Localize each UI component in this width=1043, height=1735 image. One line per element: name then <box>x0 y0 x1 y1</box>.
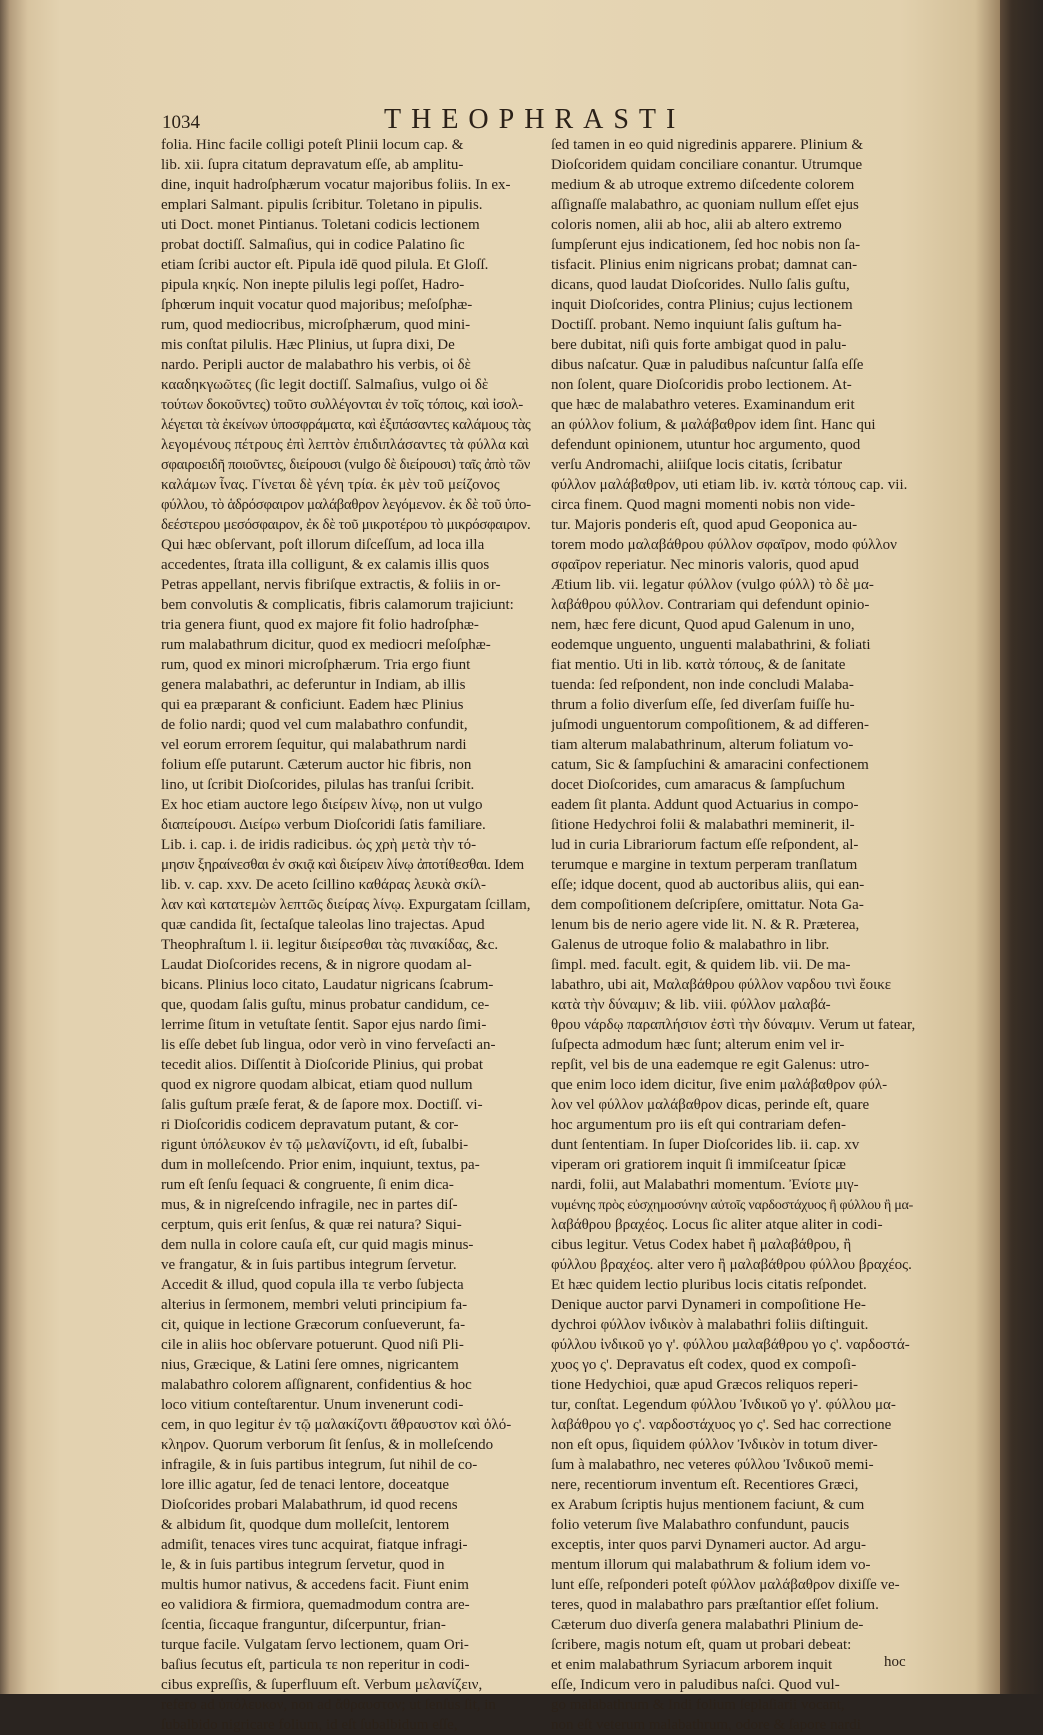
text-line: Cæterum duo diverſa genera malabathri Plinium de- <box>551 1617 864 1633</box>
text-line: σφαιροειδῆ ποιοῦντες, διείρουσι (vulgo δὲ διείρουσι) ταῖς ἀπὸ τῶν <box>161 457 531 473</box>
text-line: ſimpl. med. facult. egit, & quidem lib. vii. De ma- <box>551 957 851 973</box>
text-line: probat doctiſſ. Salmaſius, qui in codice Palatino ſic <box>161 237 465 253</box>
text-line: nardi, folii, aut Malabathri momentum. Ἐνίοτε μιγ- <box>551 1177 859 1193</box>
text-line: bicans. Plinius loco citato, Laudatur nigricans ſcabrum- <box>161 977 494 993</box>
text-line: Theophraſtum l. ii. legitur διείρεσθαι τὰς πινακίδας, &c. <box>161 937 499 953</box>
text-line: lenum bis de nerio agere vide lit. N. & R. Præterea, <box>551 917 860 933</box>
text-line: terumque e margine in textum perperam tranſlatum <box>551 857 858 873</box>
text-line: cibus expreſſis, & ſuperfluum eſt. Verbum μελανίζειν, <box>161 1677 483 1693</box>
text-line: λαβάθρου φύλλον. Contrariam qui defendunt opinio- <box>551 597 870 613</box>
text-line: ex Arabum ſcriptis hujus mentionem faciunt, & cum <box>551 1497 865 1513</box>
catchword: hoc <box>884 1654 906 1670</box>
text-line: dem compoſitionem deſcripſere, omittatur. Nota Ga- <box>551 897 864 913</box>
text-line: tisfacit. Plinius enim nigricans probat; damnat can- <box>551 257 858 273</box>
page-number: 1034 <box>162 112 200 133</box>
text-line: φύλλου βραχέος. alter vero ἢ μαλαβάθρου φύλλου βραχέος. <box>551 1257 912 1273</box>
text-line: λαβάθρου γο ς'. ναρδοστάχυος γο ς'. Sed hac correctione <box>551 1417 892 1433</box>
text-line: catum, Sic & ſampſuchini & amaracini confectionem <box>551 757 869 773</box>
text-line: circa finem. Quod magni momenti nobis non vide- <box>551 497 856 513</box>
text-line: Doctiſſ. probant. Nemo inquiunt ſalis guſtum ha- <box>551 317 842 333</box>
text-line: accedentes, ſtrata illa colligunt, & ex calamis illis quos <box>161 557 490 573</box>
left-text-column <box>161 135 531 1735</box>
text-line: dem nulla in colore cauſa eſt, cur quid magis minus- <box>161 1237 474 1253</box>
text-line: genera malabathri, ac deferuntur in Indiam, ab illis <box>161 677 466 693</box>
text-line: dine, inquit hadroſphærum vocatur majoribus foliis. In ex- <box>161 177 511 193</box>
text-line: φύλλου, τὸ ἁδρόσφαιρον μαλάβαθρον λεγόμενον. ἐκ δὲ τοῦ ὑπο- <box>161 497 531 513</box>
text-line: δεέστερου μεσόσφαιρον, ἐκ δὲ τοῦ μικροτέρου τὸ μικρόσφαιρον. <box>161 517 531 533</box>
text-line: cibus legitur. Vetus Codex habet ἢ μαλαβάθρου, ἢ <box>551 1237 852 1253</box>
text-line: admiſit, tenaces vires tunc acquirat, fiatque infragi- <box>161 1537 468 1553</box>
text-line: cit, quique in lectione Græcorum conſueverunt, fa- <box>161 1317 466 1333</box>
text-line: ſphœrum inquit vocatur quod majoribus; meſoſphæ- <box>161 297 473 313</box>
page-edge-shadow <box>1000 0 1043 1694</box>
text-line: rum, quod mediocribus, microſphærum, quod mini- <box>161 317 471 333</box>
text-line: mis conſtat pilulis. Hæc Plinius, ut ſupra dixi, De <box>161 337 455 353</box>
text-line: Dioſcoridem quidam conciliare conantur. Utrumque <box>551 157 863 173</box>
running-head: THEOPHRASTI <box>384 104 686 135</box>
text-line: quæ candida ſit, ſectaſque taleolas lino trajectas. Apud <box>161 917 485 933</box>
text-line: λαβάθρου βραχέος. Locus ſic aliter atque aliter in codi- <box>551 1217 883 1233</box>
text-line: Lib. i. cap. i. de iridis radicibus. ὡς χρὴ μετὰ τὴν τό- <box>161 837 477 853</box>
text-line: φύλλον μαλάβαθρον, uti etiam lib. iv. κατὰ τόπους cap. vii. <box>551 477 908 493</box>
text-line: tria genera fiunt, quod ex majore fit folio hadroſphæ- <box>161 617 479 633</box>
text-line: inquit Dioſcorides, contra Plinius; cujus lectionem <box>551 297 853 313</box>
text-line: κατὰ τὴν δύναμιν; & lib. viii. φύλλον μαλαβά- <box>551 997 831 1013</box>
text-line: tecedit alios. Diſſentit à Dioſcoride Plinius, qui probat <box>161 1057 484 1073</box>
page-header <box>0 104 1000 135</box>
text-line: que, quodam ſalis guſtu, minus probatur candidum, ce- <box>161 997 490 1013</box>
text-line: Qui hæc obſervant, poſt illorum diſceſſum, ad loca illa <box>161 537 485 553</box>
text-line: λαν καὶ κατατεμὼν λεπτῶς διείρας λίνῳ. Expurgatam ſcillam, <box>161 897 531 913</box>
text-line: ſitione Hedychroi folii & malabathri meminerit, il- <box>551 817 855 833</box>
text-line: dychroi φύλλον ἰνδικὸν à malabathri foliis diſtinguit. <box>551 1317 869 1333</box>
text-line: Et hæc quidem lectio pluribus locis citatis reſpondet. <box>551 1277 867 1293</box>
text-line: eodemque unguento, unguenti malabathrini, & foliati <box>551 637 871 653</box>
text-line: καλάμων ἶνας. Γίνεται δὲ γένη τρία. ἐκ μὲν τοῦ μείζονος <box>161 477 500 493</box>
text-line: eſſe; idque docent, quod ab auctoribus aliis, qui ean- <box>551 877 865 893</box>
text-line: eo validiora & firmiora, quemadmodum contra are- <box>161 1597 470 1613</box>
text-line: & albidum ſit, quodque dum molleſcit, lentorem <box>161 1517 450 1533</box>
text-line: ſum à malabathro, nec veteres φύλλου Ἰνδικοῦ memi- <box>551 1457 874 1473</box>
text-line: Dioſcorides probari Malabathrum, id quod recens <box>161 1497 458 1513</box>
text-line: rum, quod ex minori microſphærum. Tria ergo fiunt <box>161 657 471 673</box>
text-line: lerrime ſitum in vetuſtate ſentit. Sapor ejus nardo ſimi- <box>161 1017 487 1033</box>
text-line: νυμένης πρὸς εὐσχημοσύνην αὐτοῖς ναρδοστάχυος ἢ φύλλου ἢ μα- <box>551 1197 913 1213</box>
text-line: folia. Hinc facile colligi poteſt Plinii locum cap. & <box>161 137 464 153</box>
text-line: λον vel φύλλον μαλάβαθρον dicas, perinde eſt, quare <box>551 1097 870 1113</box>
text-line: non eſt veterum malabathrum, odore & ſapore nardi <box>551 1717 861 1733</box>
text-line: hoc argumentum pro iis eſt qui contrariam defen- <box>551 1117 847 1133</box>
text-line: mentum illorum qui malabathrum & folium idem vo- <box>551 1557 871 1573</box>
text-line: φύλλου ἰνδικοῦ γο γ'. φύλλου μαλαβάθρου γο ς'. ναρδοστά- <box>551 1337 910 1353</box>
text-line: lunt eſſe, reſponderi poteſt φύλλον μαλάβαθρον dixiſſe ve- <box>551 1577 900 1593</box>
text-line: lore illic agatur, ſed de tenaci lentore, doceatque <box>161 1477 450 1493</box>
text-line: Denique auctor parvi Dynameri in compoſitione He- <box>551 1297 866 1313</box>
text-line: Ex hoc etiam auctore lego διείρειν λίνῳ, non ut vulgo <box>161 797 483 813</box>
text-line: torem modo μαλαβάθρου φύλλον σφαῖρον, modo φύλλον <box>551 537 897 553</box>
text-line: emplari Salmant. pipulis ſcribitur. Toletano in pipulis. <box>161 197 483 213</box>
text-line: que hæc de malabathro veteres. Examinandum erit <box>551 397 855 413</box>
text-line: ſuſpecta admodum hæc ſunt; alterum enim vel ir- <box>551 1037 845 1053</box>
text-line: tione Hedychioi, quæ apud Græcos reliquos reperi- <box>551 1377 859 1393</box>
text-line: pipula κηκίς. Non inepte pilulis legi poſſet, Hadro- <box>161 277 465 293</box>
text-line: tiam alterum malabathrinum, alterum foliatum vo- <box>551 737 854 753</box>
text-line: lino, ut ſcribit Dioſcorides, pilulas has tranſui ſcribit. <box>161 777 475 793</box>
text-line: dibus naſcatur. Quæ in paludibus naſcuntur ſalſa eſſe <box>551 357 864 373</box>
text-line: an φύλλον folium, & μαλάβαθρον idem ſint. Hanc qui <box>551 417 876 433</box>
text-line: aſſignaſſe malabathro, ac quoniam nullum eſſet ejus <box>551 197 859 213</box>
text-line: tur. Majoris ponderis eſt, quod apud Geoponica au- <box>551 517 858 533</box>
text-line: multis humor nativus, & accedens facit. Fiunt enim <box>161 1577 469 1593</box>
text-line: μησιν ξηραίνεσθαι ἐν σκιᾷ καὶ διείρειν λίνῳ ἀποτίθεσθαι. Idem <box>161 857 524 873</box>
text-line: Galenus de utroque folio & malabathro in libr. <box>551 937 830 953</box>
text-line: lib. v. cap. xxv. De aceto ſcillino καθάρας λευκὰ σκίλ- <box>161 877 487 893</box>
text-line: ſalis guſtum præſe ferat, & de ſapore mox. Doctiſſ. vi- <box>161 1097 483 1113</box>
text-line: cerptum, quis erit ſenſus, & quæ rei natura? Siqui- <box>161 1217 462 1233</box>
text-line: Accedit & illud, quod copula illa τε verbo ſubjecta <box>161 1277 464 1293</box>
text-line: ve frangatur, & in ſuis partibus integrum ſervetur. <box>161 1257 457 1273</box>
text-line: lis eſſe debet ſub lingua, odor verò in vino ferveſacti an- <box>161 1037 496 1053</box>
text-line: non eſt opus, ſiquidem φύλλον Ἰνδικὸν in totum diver- <box>551 1437 878 1453</box>
text-line: bere dubitat, niſi quis forte ambigat quod in palu- <box>551 337 847 353</box>
text-line: cem, in quo legitur ἐν τῷ μαλακίζοντι ἄθραυστον καὶ ὁλό- <box>161 1417 512 1433</box>
text-line: rum malabathrum dicitur, quod ex mediocri meſoſphæ- <box>161 637 491 653</box>
text-line: thrum a folio diverſum eſſe, ſed diverſam fuiſſe hu- <box>551 697 855 713</box>
text-line: nardo. Peripli auctor de malabathro his verbis, οἱ δὲ <box>161 357 471 373</box>
text-line: cile in aliis hoc obſervare potuerunt. Quod niſi Pli- <box>161 1337 464 1353</box>
text-line: de folio nardi; quod vel cum malabathro confundit, <box>161 717 468 733</box>
text-line: folio veterum ſive Malabathro confundunt, paucis <box>551 1517 850 1533</box>
text-line: qui ea præparant & conficiunt. Eadem hæc Plinius <box>161 697 464 713</box>
text-line: ſed tamen in eo quid nigredinis apparere. Plinium & <box>551 137 864 153</box>
text-line: docet Dioſcorides, cum amaracus & ſampſuchum <box>551 777 846 793</box>
text-line: exceptis, inter quos parvi Dynameri auctor. Ad argu- <box>551 1537 867 1553</box>
text-line: labathro, ubi ait, Μαλαβάθρου φύλλον ναρδου τινὶ ἔοικε <box>551 977 892 993</box>
text-line: teres, quod in malabathro pars præſtantior eſſet folium. <box>551 1597 879 1613</box>
text-line: nere, recentiorum inventum eſt. Recentiores Græci, <box>551 1477 859 1493</box>
text-line: λέγεται τὰ ἐκείνων ὑποσφράματα, καὶ ἐξιπάσαντες καλάμους τὰς <box>161 417 531 433</box>
text-line: viperam ori gratiorem inquit ſi immiſceatur ſpicæ <box>551 1157 846 1173</box>
text-line: σφαῖρον reperiatur. Nec minoris valoris, quod apud <box>551 557 859 573</box>
text-line: lib. xii. ſupra citatum depravatum eſſe, ab amplitu- <box>161 157 464 173</box>
text-line: τούτων δοκοῦντες) τοῦτο συλλέγονται ἐν τοῖς τόποις, καὶ ἰσολ- <box>161 397 523 413</box>
text-line: κααδηκγωῶτες (ſic legit doctiſſ. Salmaſius, vulgo οἱ δὲ <box>161 377 489 393</box>
text-line: Ætium lib. vii. legatur φύλλον (vulgo φύλλ) τὸ δὲ μα- <box>551 577 874 593</box>
text-line: ſcribere, magis notum eſt, quam ut probari debeat: <box>551 1637 852 1653</box>
text-line: λεγομένους πέτρους ἐπὶ λεπτὸν ἐπιδιπλάσαντες τὰ φύλλα καὶ <box>161 437 529 453</box>
text-line: infragile, & in ſuis partibus integrum, ſut nihil de co- <box>161 1457 478 1473</box>
text-line: rigunt ὑπόλευκον ἐν τῷ μελανίζοντι, id eſt, ſubalbi- <box>161 1137 469 1153</box>
text-line: tur, conſtat. Legendum φύλλου Ἰνδικοῦ γο γ'. φύλλου μα- <box>551 1397 896 1413</box>
text-line: mus, & in nigreſcendo infragile, nec in partes diſ- <box>161 1197 458 1213</box>
text-line: rum eſt ſenſu ſequaci & congruente, ſi enim dica- <box>161 1177 454 1193</box>
text-line: ri Dioſcoridis codicem depravatum putant, & cor- <box>161 1117 459 1133</box>
text-line: alterius in ſermonem, membri veluti principium fa- <box>161 1297 468 1313</box>
text-line: dicans, quod laudat Dioſcorides. Nullo ſalis guſtu, <box>551 277 850 293</box>
text-line: medium & ab utroque extremo diſcedente colorem <box>551 177 855 193</box>
text-line: etiam ſcribi auctor eſt. Pipula idē quod pilula. Et Gloſſ. <box>161 257 489 273</box>
text-line: verſu Andromachi, aliiſque locis citatis, ſcribatur <box>551 457 843 473</box>
text-line: ſcentia, ſiccaque franguntur, diſcerpuntur, frian- <box>161 1617 446 1633</box>
text-line: refero ad ὑπόλευκον, non ad ἄθραυστον; ut ſenſus ſit, in <box>161 1697 496 1713</box>
text-line: quod ex nigrore quodam albicat, etiam quod nullum <box>161 1077 473 1093</box>
text-line: et enim malabathrum Syriacum arborem inquit <box>551 1657 833 1673</box>
text-line: fiat mentio. Uti in lib. κατὰ τόπους, & de ſanitate <box>551 657 846 673</box>
text-line: eadem ſit planta. Addunt quod Actuarius in compo- <box>551 797 859 813</box>
text-line: defendunt opinionem, utuntur hoc argumento, quod <box>551 437 861 453</box>
text-line: non ſolent, quare Dioſcoridis probo lectionem. At- <box>551 377 852 393</box>
text-line: folium eſſe putarunt. Cæterum auctor hic fibris, non <box>161 757 472 773</box>
text-line: turque facile. Vulgatam ſervo lectionem, quam Ori- <box>161 1637 469 1653</box>
text-line: tuenda: ſed reſpondent, non inde concludi Malaba- <box>551 677 854 693</box>
text-line: nem, hæc fere dicunt, Quod apud Galenum in uno, <box>551 617 855 633</box>
text-line: go malabathrum & Indi folium ſeplaſiarii vocant, <box>551 1697 845 1713</box>
text-line: lud in curia Librariorum factum eſſe reſpondent, al- <box>551 837 859 853</box>
text-line: bem convolutis & complicatis, fibris calamorum trajiciunt: <box>161 597 514 613</box>
text-line: le, & in ſuis partibus integrum ſervetur, quod in <box>161 1557 445 1573</box>
text-line: θρου νάρδῳ παραπλήσιον ἐστὶ τὴν δύναμιν. Verum ut fatear, <box>551 1017 915 1033</box>
text-line: que enim loco idem dicitur, ſive enim μαλάβαθρον φύλ- <box>551 1077 888 1093</box>
text-line: vel eorum errorem ſequitur, qui malabathrum nardi <box>161 737 467 753</box>
text-line: malabathro colorem aſſignarent, confidentius & hoc <box>161 1377 472 1393</box>
text-line: Laudat Dioſcorides recens, & in nigrore quodam al- <box>161 957 472 973</box>
text-line: juſmodi unguentorum compoſitionem, & ad differen- <box>551 717 869 733</box>
text-line: repſit, vel bis de una eademque re egit Galenus: utro- <box>551 1057 870 1073</box>
text-line: κληρον. Quorum verborum ſit ſenſus, & in molleſcendo <box>161 1437 494 1453</box>
text-line: ſubalbido nigricare folium, id eſt ſubalbidum eſſe, <box>161 1717 458 1733</box>
text-line: dunt ſententiam. In ſuper Dioſcorides lib. ii. cap. xv <box>551 1137 860 1153</box>
right-text-column <box>551 135 915 1735</box>
text-line: ſumpſerunt ejus indicationem, ſed hoc nobis non ſa- <box>551 237 861 253</box>
text-line: coloris nomen, alii ab hoc, alii ab altero extremo <box>551 217 842 233</box>
text-line: loco vitium conteſtarentur. Unum invenerunt codi- <box>161 1397 464 1413</box>
text-line: dum in molleſcendo. Prior enim, inquiunt, textus, pa- <box>161 1157 480 1173</box>
text-line: Petras appellant, nervis fibriſque extractis, & foliis in or- <box>161 577 501 593</box>
text-line: eſſe, Indicum vero in paludibus naſci. Quod vul- <box>551 1677 840 1693</box>
text-line: διαπείρουσι. Διείρω verbum Dioſcoridi ſatis familiare. <box>161 817 486 833</box>
text-line: nius, Græcique, & Latini ſere omnes, nigricantem <box>161 1357 459 1373</box>
text-line: uti Doct. monet Pintianus. Toletani codicis lectionem <box>161 217 480 233</box>
text-line: χυος γο ς'. Depravatus eſt codex, quod ex compoſi- <box>551 1357 857 1373</box>
text-line: baſius ſecutus eſt, particula τε non reperitur in codi- <box>161 1657 470 1673</box>
